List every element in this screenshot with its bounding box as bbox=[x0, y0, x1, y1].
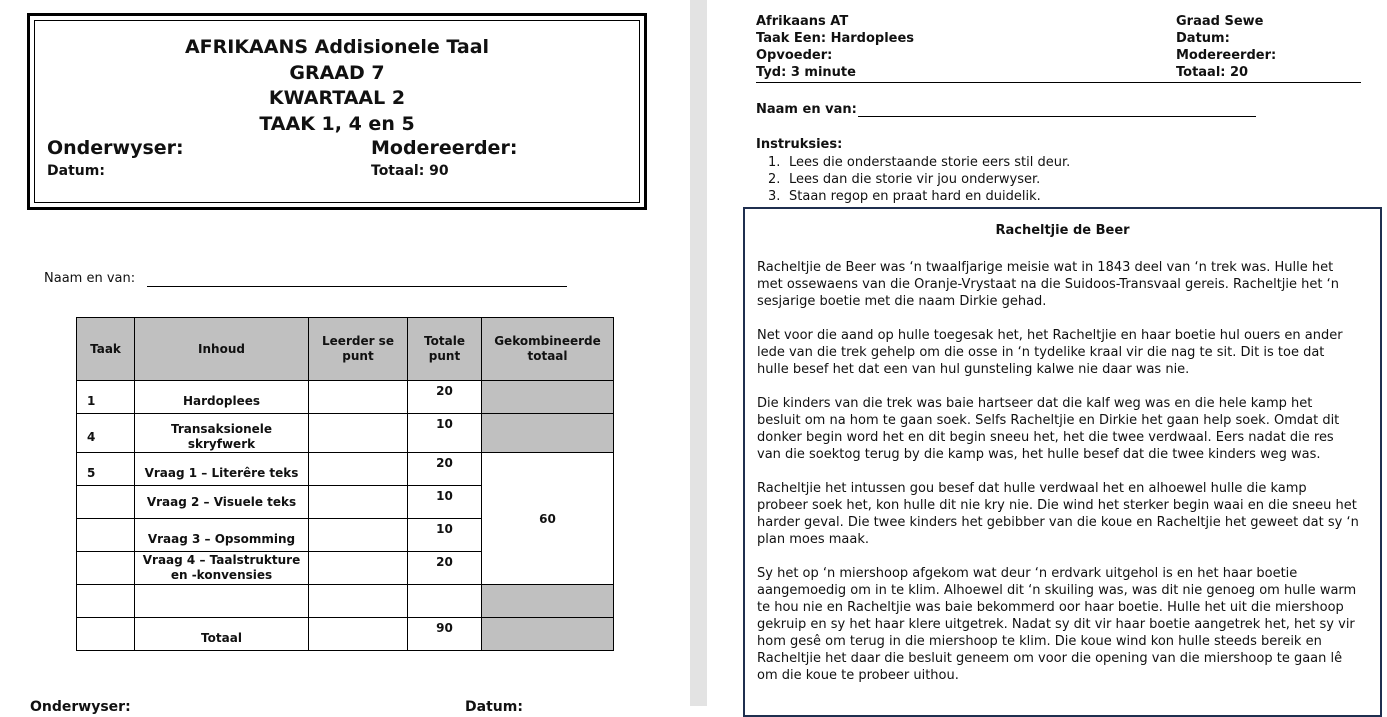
instruction-item: 2. Lees dan die storie vir jou onderwyser. bbox=[768, 172, 1041, 187]
header-grade: Graad Sewe bbox=[1176, 14, 1264, 29]
table-cell bbox=[135, 585, 309, 618]
shaded-cell bbox=[482, 414, 614, 453]
combined-total-cell: 60 bbox=[482, 453, 614, 585]
story-paragraph: Racheltjie het intussen gou besef dat hulle verdwaal het en alhoewel hulle die kamp probeer soek het, kon hulle dit nie kry nie. Die wind het sterker begin waai en die sneeu het harder geval. Die twee kinders het gebibber van die koue en Racheltjie het geweet dat sy ‘n plan moes maak. bbox=[757, 481, 1359, 547]
header-time: Tyd: 3 minute bbox=[756, 65, 856, 80]
table-cell: 5 bbox=[77, 453, 135, 486]
story-paragraph: Net voor die aand op hulle toegesak het, het Racheltjie en haar boetie hul ouers en ander lede van die trek gehelp om die osse in ‘n tydelike kraal vir die nag te sit. Dit is toe dat hulle besef het dat een van hul gunsteling kalwe nie daar was nie. bbox=[757, 328, 1343, 377]
table-cell bbox=[77, 585, 135, 618]
table-cell: Totaal bbox=[135, 618, 309, 651]
table-cell: Hardoplees bbox=[135, 381, 309, 414]
shaded-cell bbox=[482, 618, 614, 651]
date-label: Datum: bbox=[47, 163, 105, 179]
footer-teacher-label: Onderwyser: bbox=[30, 699, 131, 715]
table-cell: 1 bbox=[77, 381, 135, 414]
shaded-cell bbox=[482, 381, 614, 414]
table-row bbox=[77, 453, 614, 486]
name-label: Naam en van: bbox=[44, 271, 136, 286]
total-label: Totaal: 90 bbox=[371, 163, 449, 179]
header-box-inner bbox=[34, 20, 640, 203]
score-input-cell[interactable] bbox=[309, 381, 408, 414]
table-cell: 20 bbox=[408, 381, 482, 414]
table-cell bbox=[408, 585, 482, 618]
story-title: Racheltjie de Beer bbox=[995, 223, 1130, 238]
header-subject: AFRIKAANS Addisionele Taal bbox=[184, 36, 490, 58]
right-page bbox=[707, 0, 1387, 706]
column-header: Inhoud bbox=[135, 318, 309, 381]
column-header: Gekombineerde totaal bbox=[482, 318, 614, 381]
table-cell bbox=[77, 486, 135, 519]
story-paragraph: Die kinders van die trek was baie hartseer dat die kalf weg was en die hele kamp het besluit om na hom te gaan soek. Selfs Racheltjie en Dirkie het gaan help soek. Omdat dit donker begin word het en dit begin sneeu het, het die twee verdwaal. Eers nadat die res van die soektog terug by die kamp was, het hulle besef dat die twee kinders weg was. bbox=[757, 396, 1340, 462]
header-grade: GRAAD 7 bbox=[289, 62, 385, 84]
header-term: KWARTAAL 2 bbox=[268, 87, 406, 109]
story-text bbox=[757, 259, 1359, 701]
name-label: Naam en van: bbox=[756, 102, 857, 117]
header-educator: Opvoeder: bbox=[756, 48, 833, 63]
instruction-item: 3. Staan regop en praat hard en duidelik. bbox=[768, 189, 1041, 204]
column-header: Taak bbox=[77, 318, 135, 381]
table-header-row bbox=[77, 318, 614, 381]
table-cell: 10 bbox=[408, 486, 482, 519]
left-page bbox=[0, 0, 690, 715]
score-input-cell[interactable] bbox=[309, 414, 408, 453]
score-input-cell[interactable] bbox=[309, 486, 408, 519]
shaded-cell bbox=[482, 585, 614, 618]
instructions-title: Instruksies: bbox=[756, 137, 843, 152]
table-cell: Vraag 3 – Opsomming bbox=[135, 519, 309, 552]
story-paragraph: Sy het op ‘n miershoop afgekom wat deur ‘n erdvark uitgehol is en het haar boetie aangemoedig om in te klim. Alhoewel dit ‘n skuiling was, was dit nie genoeg om hulle warm te hou nie en Racheltjie was baie bekommerd oor haar boetie. Hulle het uit die miershoop gekruip en sy het haar klere uitgetrek. Nadat sy dit vir haar boetie aangetrek het, het sy vir hom gesê om terug in die miershoop te klim. Die koue wind kon hulle steeds bereik en Racheltjie het daar die besluit geneem om voor die opening van die miershoop te gaan lê om die koue te probeer uithou. bbox=[757, 566, 1357, 683]
table-cell bbox=[77, 519, 135, 552]
header-moderator: Modereerder: bbox=[1176, 48, 1277, 63]
table-cell: Vraag 1 – Literêre teks bbox=[135, 453, 309, 486]
name-line[interactable] bbox=[858, 116, 1256, 117]
table-cell: Vraag 4 – Taalstrukture en -konvensies bbox=[135, 552, 309, 585]
header-subject: Afrikaans AT bbox=[756, 14, 849, 29]
footer-date-label: Datum: bbox=[465, 699, 523, 715]
table-cell bbox=[77, 618, 135, 651]
column-header: Totale punt bbox=[408, 318, 482, 381]
teacher-label: Onderwyser: bbox=[47, 137, 184, 159]
header-task: Taak Een: Hardoplees bbox=[756, 31, 915, 46]
table-row bbox=[77, 381, 614, 414]
table-cell: 20 bbox=[408, 453, 482, 486]
page-gutter bbox=[690, 0, 707, 706]
header-date: Datum: bbox=[1176, 31, 1230, 46]
instructions-list bbox=[768, 154, 1070, 205]
table-cell: Vraag 2 – Visuele teks bbox=[135, 486, 309, 519]
score-input-cell[interactable] bbox=[309, 453, 408, 486]
score-input-cell[interactable] bbox=[309, 519, 408, 552]
table-cell: 90 bbox=[408, 618, 482, 651]
table-cell: 20 bbox=[408, 552, 482, 585]
header-total: Totaal: 20 bbox=[1176, 65, 1249, 80]
table-cell bbox=[77, 552, 135, 585]
story-box bbox=[743, 207, 1382, 717]
moderator-label: Modereerder: bbox=[371, 137, 518, 159]
table-row bbox=[77, 585, 614, 618]
table-row bbox=[77, 414, 614, 453]
table-cell: 10 bbox=[408, 519, 482, 552]
marks-table bbox=[76, 317, 614, 651]
score-input-cell[interactable] bbox=[309, 552, 408, 585]
table-cell: Transaksionele skryfwerk bbox=[135, 414, 309, 453]
table-cell: 4 bbox=[77, 414, 135, 453]
score-input-cell[interactable] bbox=[309, 585, 408, 618]
header-box bbox=[27, 13, 647, 210]
header-task: TAAK 1, 4 en 5 bbox=[259, 113, 415, 135]
name-line[interactable] bbox=[147, 286, 567, 287]
story-paragraph: Racheltjie de Beer was ‘n twaalfjarige meisie wat in 1843 deel van ‘n trek was. Hulle het met ossewaens van die Oranje-Vrystaat na die Suidoos-Transvaal gereis. Racheltjie het ‘n sesjarige boetie met die naam Dirkie gehad. bbox=[757, 260, 1339, 309]
table-row bbox=[77, 618, 614, 651]
table-cell: 10 bbox=[408, 414, 482, 453]
instruction-item: 1. Lees die onderstaande storie eers stil deur. bbox=[768, 155, 1071, 170]
column-header: Leerder se punt bbox=[309, 318, 408, 381]
score-input-cell[interactable] bbox=[309, 618, 408, 651]
header-divider bbox=[756, 82, 1361, 83]
